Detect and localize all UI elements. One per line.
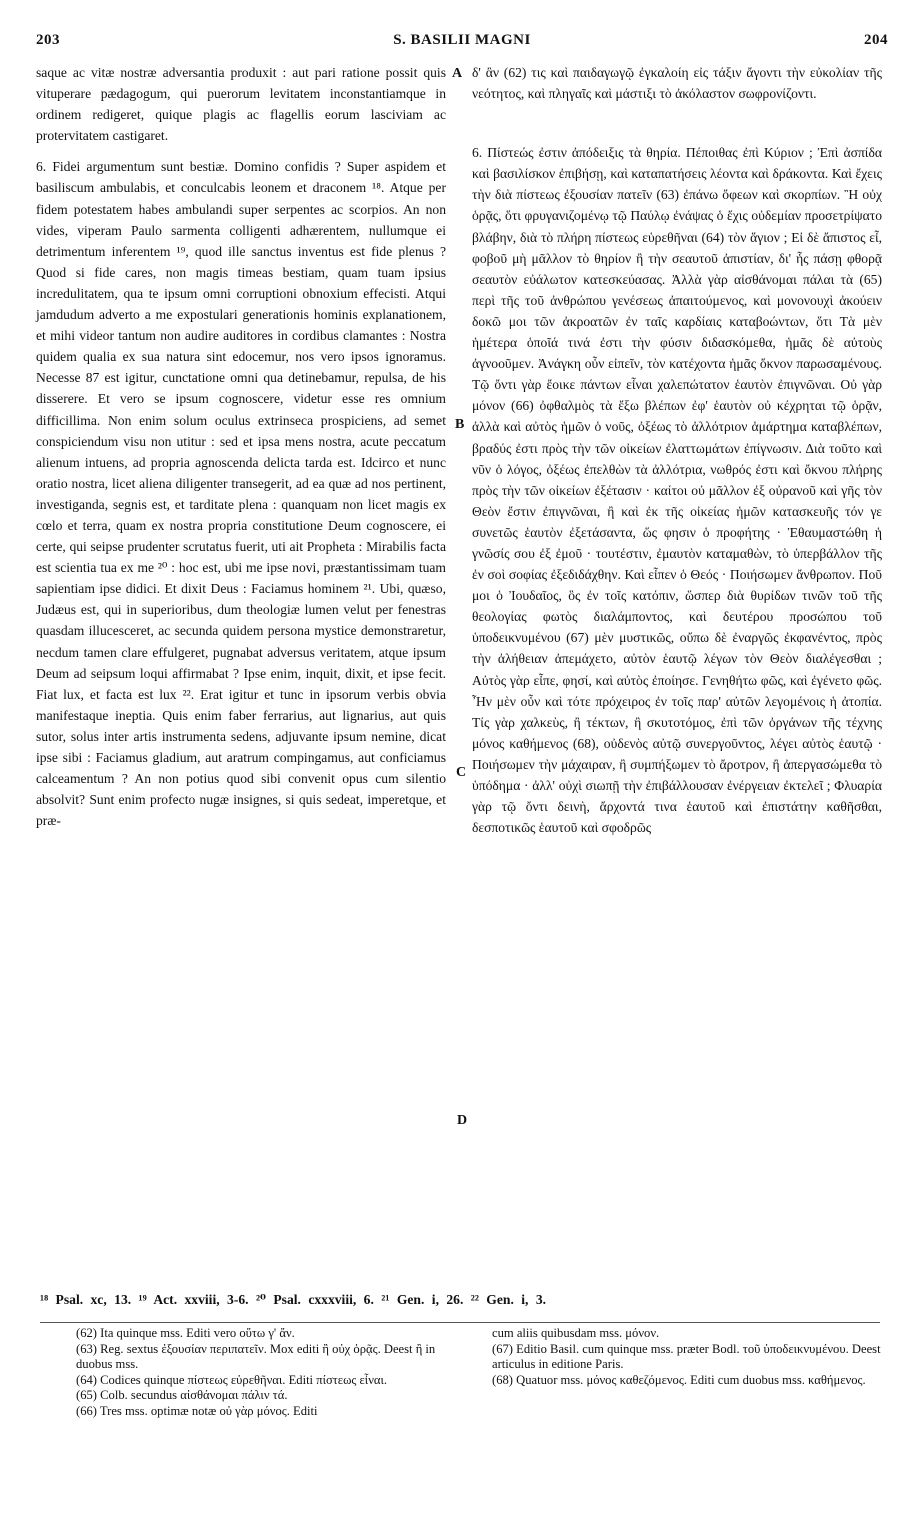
margin-letter-d: D xyxy=(457,1113,468,1128)
variant-note: (63) Reg. sextus ἐξουσίαν περιπατεῖν. Mox editi ἢ οὐχ ὁρᾷς. Deest ἢ in duobus mss. xyxy=(76,1341,436,1372)
variant-note: (67) Editio Basil. cum quinque mss. præter Bodl. τοῦ ὑποδεικνυμένου. Deest articulus in editione Paris. xyxy=(492,1341,881,1372)
variant-note: cum aliis quibusdam mss. μόνον. xyxy=(492,1326,660,1340)
scripture-references: ¹⁸ Psal. xc, 13. ¹⁹ Act. xxviii, 3-6. ²⁰ Psal. cxxxviii, 6. ²¹ Gen. i, 26. ²² Gen. i, 3. xyxy=(40,1292,547,1307)
page-number-left: 203 xyxy=(36,32,60,48)
running-title: S. BASILII MAGNI xyxy=(393,32,531,48)
latin-column xyxy=(36,62,446,831)
page-number-right: 204 xyxy=(864,32,888,48)
greek-column xyxy=(472,62,882,838)
footnote-divider xyxy=(40,1322,880,1323)
variant-note: (66) Tres mss. optimæ notæ οὐ γὰρ μόνος. Editi xyxy=(76,1403,318,1418)
variant-note: (64) Codices quinque πίστεως εὑρεθῆναι. Editi πίστεως εἶναι. xyxy=(76,1372,388,1387)
margin-letter-c: C xyxy=(456,765,467,780)
page-header xyxy=(36,32,888,56)
margin-letter-b: B xyxy=(455,417,465,432)
margin-letter-a: A xyxy=(452,66,463,81)
variant-note: (62) Ita quinque mss. Editi vero οὕτω γ' ἄν. xyxy=(76,1326,295,1340)
greek-paragraph: δ' ἂν (62) τις καὶ παιδαγωγῷ ἐγκαλοίη εἰς τάξιν ἄγοντι τὴν εὐκολίαν τῆς νεότητος, καὶ πληγαῖς καὶ μάστιξι τὸ ἀκόλαστον σωφρονίζοντι. xyxy=(472,65,882,102)
greek-paragraph: 6. Πίστεώς ἐστιν ἀπόδειξις τὰ θηρία. Πέποιθας ἐπὶ Κύριον ; Ἐπὶ ἀσπίδα καὶ βασιλίσκον ἐπιβήσῃ, καὶ καταπατήσεις λέοντα καὶ δράκοντα. Καὶ ἔχεις τὴν διὰ πίστεως ἐξουσίαν πατεῖν (63) ἐπάνω ὄφεων καὶ σκορπίων. Ἢ οὐχ ὁρᾷς, ὅτι φρυγανιζομένῳ τῷ Παύλῳ ἐνάψας ὁ ἔχις οὐδεμίαν προσετρίψατο βλάβην, διὰ τὸ πλήρη πίστεως εὑρεθῆναι (64) τὸν ἅγιον ; Εἰ δὲ ἄπιστος εἶ, φοβοῦ μὴ μᾶλλον τὸ θηρίον ἢ τὴν σεαυτοῦ ἀπιστίαν, δι' ἧς πάσῃ φθορᾷ σεαυτὸν εὐάλωτον κατεσκεύασας. Ἀλλὰ γὰρ αἰσθάνομαι πάλαι τὰ (65) περὶ τῆς τοῦ ἀνθρώπου γενέσεως ἀπαιτούμενος, καὶ μονονουχὶ ἀκούειν δοκῶ μοι τῶν ἀκροατῶν ἐν ταῖς καρδίαις καταβοώντων, ὅτι Τὰ μὲν ἡμέτερα ὁποῖά τινά ἐστι τὴν φύσιν διδασκόμεθα, ἡμᾶς δὲ αὐτοὺς ἀγνοοῦμεν. Ἀνάγκη οὖν εἰπεῖν, τὸν κατέχοντα ἡμᾶς ὄκνον παρωσαμένους. Τῷ ὄντι γὰρ ἔοικε πάντων εἶναι χαλεπώτατον ἑαυτὸν ἐπιγνῶναι. Οὐ γὰρ μόνον (66) ὀφθαλμὸς τὰ ἔξω βλέπων ἐφ' ἑαυτὸν οὐ κέχρηται τῷ ὁρᾷν, ἀλλὰ καὶ αὐτὸς ἡμῶν ὁ νοῦς, ὀξέως τὸ ἀλλότριον ἁμάρτημα καταβλέπων, βραδύς ἐστι πρὸς τὴν τῶν οἰκείων ἐλαττωμάτων ἐπίγνωσιν. Διὰ τοῦτο καὶ νῦν ὁ λόγος, ὀξέως ἐπελθὼν τὰ ἀλλότρια, νωθρός ἐστι καὶ ὄκνου πλήρης πρὸς τὴν τῶν οἰκείων ἐξέτασιν · καίτοι οὐ μᾶλλον ἐξ οὐρανοῦ καὶ γῆς τὸν Θεὸν ἔστιν ἐπιγνῶναι, ἢ καὶ ἐκ τῆς οἰκείας ἡμῶν κατασκευῆς τόν γε συνετῶς ἑαυτὸν ἐξετάσαντα, ὥς φησιν ὁ προφήτης · Ἐθαυμαστώθη ἡ γνῶσίς σου ἐξ ἐμοῦ · τουτέστιν, ἐμαυτὸν καταμαθὼν, τὸ ὑπερβάλλον τῆς ἐν σοὶ σοφίας ἐξεδιδάχθην. Καὶ εἶπεν ὁ Θεός · Ποιήσωμεν ἄνθρωπον. Ποῦ μοι ὁ Ἰουδαῖος, ὃς ἐν τοῖς κατόπιν, ὥσπερ διὰ θυρίδων τινῶν τοῦ τῆς θεολογίας φωτὸς διαλάμποντος, καὶ δευτέρου προσώπου τοῦ ὑποδεικνυμένου (67) μὲν μυστικῶς, οὔπω δὲ ἐναργῶς ἐκφανέντος, πρὸς τὴν ἀλήθειαν ἀπεμάχετο, αὐτὸν ἑαυτῷ λέγων τὸν Θεὸν διαλέγεσθαι ; Αὐτὸς γὰρ εἶπε, φησί, καὶ αὐτὸς ἐποίησε. Γενηθήτω φῶς, καὶ ἐγένετο φῶς. Ἦν μὲν οὖν καὶ τότε πρόχειρος ἐν τοῖς παρ' αὐτῶν λεγομένοις ἡ ἀτοπία. Τίς γὰρ χαλκεὺς, ἢ τέκτων, ἢ σκυτοτόμος, ἐπὶ τῶν ὀργάνων τῆς τέχνης μόνος καθήμενος (68), οὐδενὸς αὐτῷ συνεργοῦντος, λέγει αὐτὸς ἑαυτῷ · Ποιήσωμεν τὴν μάχαιραν, ἢ συμπήξωμεν τὸ ἄροτρον, ἢ ἀπεργασώμεθα τὸ ὑπόδημα · ἀλλ' οὐχὶ σιωπῇ τὴν ἐπιβάλλουσαν ἐνέργειαν ἐκτελεῖ ; Φλυαρία γὰρ τῷ ὄντι δεινὴ, ἄρχοντά τινα ἑαυτοῦ καὶ ἐπιστάτην καθῆσθαι, δεσποτικῶς ἑαυτοῦ καὶ σφοδρῶς xyxy=(472,145,882,836)
latin-paragraph: 6. Fidei argumentum sunt bestiæ. Domino confidis ? Super aspidem et basiliscum ambulabis, et conculcabis leonem et draconem ¹⁸. Atque per fidem potestatem habes ambulandi super serpentes ac scorpios. An non vides, viperam Paulo sarmenta colligenti adhærentem, nullumque ei detrimentum inferentem ¹⁹, quod ille sanctus inventus est fide plenus ? Quod si fide cares, non magis timeas bestiam, quam tuam ipsius incredulitatem, qua te ipsum omni corruptioni obnoxium effecisti. Atqui jamdudum adverto a me expostulari generationis hominis explanationem, et mihi videor tantum non audire auditores in cordibus clamantes : Nostra quidem qualia ex sua natura sint edocemur, nos vero ipsos ignoramus. Necesse 87 est igitur, cunctatione omni qua detinebamur, repulsa, de his disserere. Et vero se ipsum cognoscere, videtur esse res omnium difficillima. Non enim solum oculus extrinseca prospiciens, ad semet conspiciendum visu non utitur : sed et ipsa mens nostra, acute peccatum alienum intuens, ad propria agnoscenda delicta tarda est. Idcirco et nunc oratio nostra, licet aliena diligenter transegerit, ad ea quæ ad nos pertinent, investiganda, segnis est, et tarditate plena : quanquam non licet magis ex cœlo et terra, quam ex nostra propria constitutione Deum cognoscere, ei certe, qui seipse prudenter scrutatus fuerit, uti ait Propheta : Mirabilis facta est scientia tua ex me ²⁰ : hoc est, ubi me ipse novi, præstantissimam tuam sapientiam ipse didici. Et dixit Deus : Faciamus hominem ²¹. Ubi, quæso, Judæus est, qui in superioribus, dum theologiæ lumen velut per fenestras quasdam illucesceret, ac secunda quidem persona mystice demonstraretur, necdum tamen clare effulgeret, pugnabat adversus veritatem, atque ipsum Deum ad seipsum loqui affirmabat ? Ipse enim, inquit, dixit, et ipse fecit. Fiat lux, et facta est lux ²². Erat igitur et tunc in ipsorum verbis obvia manifestaque ineptia. Quis enim faber ferrarius, aut lignarius, aut quis sutor, solus inter artis instrumenta sedens, adjuvante ipsum nemine, dicat ipse sibi : Faciamus gladium, aut aratrum compingamus, aut conficiamus calceamentum ? An non potius quod sibi convenit opus cum silentio absolvit? Sunt enim profecto nugæ insignes, si quis sedeat, imperetque, et præ- xyxy=(36,159,446,829)
latin-paragraph: saque ac vitæ nostræ adversantia produxit : aut pari ratione possit quis vituperare pædagogum, qui puerorum levitatem inconstantiamque in ordinem redigeret, quique plagis ac flagellis eorum lasciviam ac protervitatem castigaret. xyxy=(36,65,446,144)
variant-note: (65) Colb. secundus αἰσθάνομαι πάλιν τά. xyxy=(76,1388,288,1403)
variant-notes-right xyxy=(492,1326,892,1388)
variant-notes-left xyxy=(76,1326,451,1420)
variant-note: (68) Quatuor mss. μόνος καθεζόμενος. Editi cum duobus mss. καθήμενος. xyxy=(492,1372,866,1387)
